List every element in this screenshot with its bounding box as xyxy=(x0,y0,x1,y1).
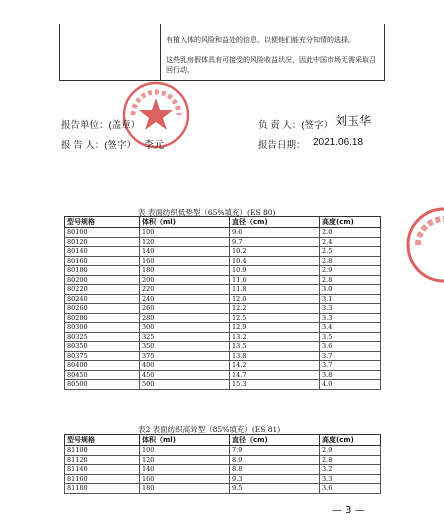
col-height: 高度(cm) xyxy=(320,217,381,228)
spec-table-1 xyxy=(64,216,381,390)
table-cell: 12.9 xyxy=(230,323,320,333)
table-cell: 260 xyxy=(140,304,230,314)
table-cell: 80180 xyxy=(65,266,140,276)
table-cell: 11.8 xyxy=(230,285,320,295)
table-cell: 3.5 xyxy=(320,332,381,342)
table-row xyxy=(65,256,381,266)
table-cell: 80325 xyxy=(65,332,140,342)
table-row xyxy=(65,474,381,484)
table-cell: 80260 xyxy=(65,304,140,314)
table-row xyxy=(65,370,381,380)
report-date-label: 报告日期： xyxy=(258,140,306,151)
table-cell: 400 xyxy=(140,361,230,371)
table-cell: 80240 xyxy=(65,294,140,304)
table-cell: 450 xyxy=(140,370,230,380)
page-number: — 3 — xyxy=(332,505,365,516)
table-cell: 10.4 xyxy=(230,256,320,266)
table-cell: 13.8 xyxy=(230,351,320,361)
table-cell: 80120 xyxy=(65,237,140,247)
table-cell: 80220 xyxy=(65,285,140,295)
table-cell: 80100 xyxy=(65,228,140,238)
table-cell: 200 xyxy=(140,275,230,285)
table-cell: 10.2 xyxy=(230,247,320,257)
table-cell: 9.7 xyxy=(230,237,320,247)
reporter-signature: 李元 xyxy=(144,140,164,151)
table-cell: 3.1 xyxy=(320,294,381,304)
table2-title: 表2 表面纺织高耸型（85%填充）(ES 81) xyxy=(138,425,281,434)
reporter-label: 报 告 人：(签字） xyxy=(61,140,136,151)
table-cell: 3.6 xyxy=(320,484,381,494)
table-cell: 8.9 xyxy=(230,455,320,465)
col-model: 型号规格 xyxy=(65,435,140,446)
table-cell: 500 xyxy=(140,380,230,390)
table-cell: 14.7 xyxy=(230,370,320,380)
partial-seal-right xyxy=(404,205,444,285)
table-cell: 15.3 xyxy=(230,380,320,390)
table-cell: 13.5 xyxy=(230,342,320,352)
table-cell: 120 xyxy=(140,455,230,465)
table-cell: 3.3 xyxy=(320,304,381,314)
table-cell: 80450 xyxy=(65,370,140,380)
table-cell: 2.5 xyxy=(320,247,381,257)
table-cell: 140 xyxy=(140,247,230,257)
table-cell: 120 xyxy=(140,237,230,247)
table-cell: 13.2 xyxy=(230,332,320,342)
table-row xyxy=(65,323,381,333)
table-cell: 3.3 xyxy=(320,313,381,323)
table-row xyxy=(65,351,381,361)
table-cell: 80280 xyxy=(65,313,140,323)
table-row xyxy=(65,275,381,285)
col-model: 型号规格 xyxy=(65,217,140,228)
table-cell: 80200 xyxy=(65,275,140,285)
table-cell: 2.4 xyxy=(320,237,381,247)
leader-signature: 刘玉华 xyxy=(335,114,372,128)
risk-line-3: 回行动。 xyxy=(166,66,194,74)
table-row xyxy=(65,228,381,238)
table-row xyxy=(65,304,381,314)
table-cell: 3.0 xyxy=(320,285,381,295)
table-row xyxy=(65,342,381,352)
table-row xyxy=(65,484,381,494)
table-row xyxy=(65,332,381,342)
table-cell: 3.4 xyxy=(320,323,381,333)
table-cell: 11.6 xyxy=(230,275,320,285)
col-volume: 体积（ml) xyxy=(140,217,230,228)
table-cell: 80400 xyxy=(65,361,140,371)
table-cell: 7.9 xyxy=(230,446,320,456)
table-cell: 240 xyxy=(140,294,230,304)
table-cell: 81120 xyxy=(65,455,140,465)
table-cell: 80350 xyxy=(65,342,140,352)
table-cell: 375 xyxy=(140,351,230,361)
leader-label: 负 责 人：(签字） xyxy=(258,120,333,131)
table-row xyxy=(65,266,381,276)
report-unit-label: 报告单位：(盖章） xyxy=(61,120,141,131)
table-cell: 12.5 xyxy=(230,313,320,323)
table-cell: 2.8 xyxy=(320,256,381,266)
report-date-value: 2021.06.18 xyxy=(313,137,364,148)
table-cell: 81160 xyxy=(65,474,140,484)
table-cell: 2.8 xyxy=(320,455,381,465)
table-cell: 180 xyxy=(140,484,230,494)
table-row xyxy=(65,294,381,304)
table-cell: 3.7 xyxy=(320,351,381,361)
table-cell: 80160 xyxy=(65,256,140,266)
table-cell: 325 xyxy=(140,332,230,342)
col-volume: 体积（ml) xyxy=(140,435,230,446)
table-cell: 80375 xyxy=(65,351,140,361)
table-cell: 9.3 xyxy=(230,474,320,484)
table-cell: 9.5 xyxy=(230,484,320,494)
box-divider xyxy=(160,24,161,80)
table-row xyxy=(65,247,381,257)
table-row xyxy=(65,237,381,247)
table-cell: 100 xyxy=(140,228,230,238)
spec-table-2 xyxy=(64,434,381,494)
table-cell: 12.0 xyxy=(230,294,320,304)
table-cell: 100 xyxy=(140,446,230,456)
table-cell: 9.6 xyxy=(230,228,320,238)
table-header-row xyxy=(65,217,381,228)
table-row xyxy=(65,285,381,295)
table-cell: 2.0 xyxy=(320,228,381,238)
table-cell: 14.2 xyxy=(230,361,320,371)
table-row xyxy=(65,313,381,323)
table-cell: 3.6 xyxy=(320,342,381,352)
table-cell: 3.2 xyxy=(320,465,381,475)
table-cell: 180 xyxy=(140,266,230,276)
table-row xyxy=(65,380,381,390)
table-cell: 81180 xyxy=(65,484,140,494)
table-cell: 3.8 xyxy=(320,370,381,380)
table-cell: 160 xyxy=(140,256,230,266)
table-cell: 4.0 xyxy=(320,380,381,390)
table-cell: 3.7 xyxy=(320,361,381,371)
table-row xyxy=(65,361,381,371)
table-cell: 2.9 xyxy=(320,266,381,276)
table-row xyxy=(65,465,381,475)
table-cell: 81100 xyxy=(65,446,140,456)
table-cell: 80300 xyxy=(65,323,140,333)
table-cell: 140 xyxy=(140,465,230,475)
table-cell: 160 xyxy=(140,474,230,484)
table-cell: 8.8 xyxy=(230,465,320,475)
table-cell: 220 xyxy=(140,285,230,295)
col-diameter: 直径（cm) xyxy=(230,435,320,446)
risk-line-2: 这些乳房假体具有可接受的风险收益状况，因此中国市场无需采取召 xyxy=(166,56,376,64)
table-cell: 80500 xyxy=(65,380,140,390)
table-row xyxy=(65,446,381,456)
table-cell: 12.2 xyxy=(230,304,320,314)
table-cell: 2.9 xyxy=(320,446,381,456)
col-height: 高度(cm) xyxy=(320,435,381,446)
table-cell: 80140 xyxy=(65,247,140,257)
table-cell: 3.3 xyxy=(320,474,381,484)
table-cell: 350 xyxy=(140,342,230,352)
risk-line-1: 有植入体的风险和益处的信息，以便他们能充分知情的选择。 xyxy=(166,36,355,44)
col-diameter: 直径（cm) xyxy=(230,217,320,228)
table-cell: 2.8 xyxy=(320,275,381,285)
table-cell: 280 xyxy=(140,313,230,323)
table-row xyxy=(65,455,381,465)
table1-title: 表 表面纺织低垫型（65%填充）(ES 80) xyxy=(138,208,276,217)
table-header-row xyxy=(65,435,381,446)
table-cell: 300 xyxy=(140,323,230,333)
table-cell: 10.9 xyxy=(230,266,320,276)
table-cell: 81140 xyxy=(65,465,140,475)
